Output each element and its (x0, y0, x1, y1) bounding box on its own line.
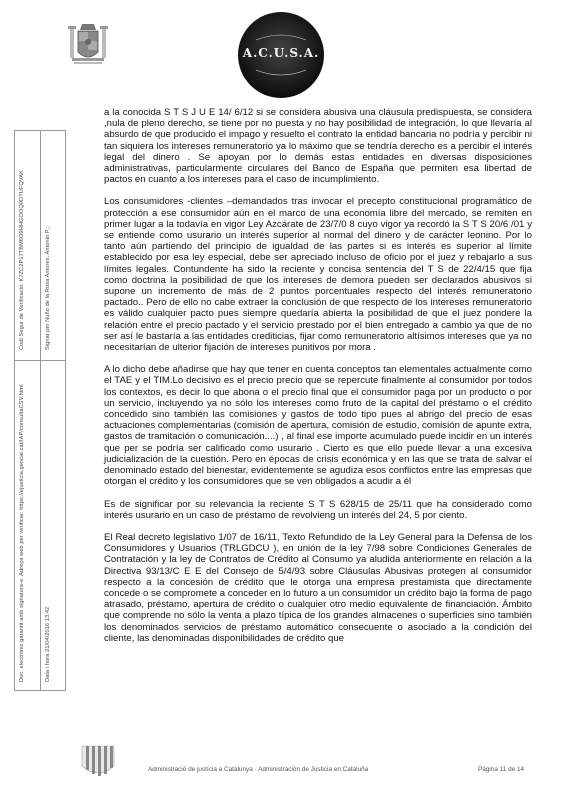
stamp-line-date: Data i hora 21/04/2016 13:42 (45, 606, 51, 682)
stamp-line-code: Codi Segur de Verificació: K7ZC2P17TBM6O9HHGOOQ0DTUFQVAK (19, 170, 25, 350)
paragraph: Los consumidores -clientes –demandados tras invocar el precepto constitucional programático de protección a ese consumidor aún en el marco de una economía libre del mercado, se remiten en primer lugar a la todavía en vigor Ley Azcárate de 23/7/0 8 cuyo vigor ya recordó la S T S 20/6 /01 y se entiende como usurario un interés superior al normal del dinero y de carácter leonino. Por lo tanto aún partiendo del principio de igualdad de las partes si es interés es superior al límite establecido por esa ley especial, debe ser apreciado incluso de oficio por el juez y rebajarlo a sus límites legales. Contundente ha sido la reciente y concisa sentencia del T S de 22/4/15 que fija como doctrina la posibilidad de que los intereses de demora pueden ser declarados abusivos si supone un incremento de más de 2 puntos porcentuales respecto del interés remuneratorio pactado.. Pero de ello no cabe extraer la conclusión de que respecto de los intereses remuneratorio es válido cualquier pacto pues siempre quedaría abierta la posibilidad de que el juez pondere la relación entre el precio pactado y el servicio prestado por el bien entregado a cambio ya que de no ser así le bastaría a las entidades crediticias, fijar como remuneratorio altísimos intereses que ya no necesitarían de ulterior fijación de intereses punitivos por mora . (104, 196, 532, 354)
paragraph: A lo dicho debe añadirse que hay que tener en cuenta conceptos tan elementales actualmente como el TAE y el TIM.Lo decisivo es el precio precio que se repercute finalmente al consumidor por todos los contextos, es decir lo que abona o el precio final que el consumidor paga por un producto o por un servicio, incluyendo ya no sólo los intereses como fruto de la capital del préstamo o el crédito concedido sino también las comisiones y gastos de todo tipo pues al abrigo del precio de esas actuaciones complementarias (comisión de apertura, comisión de estudio, comisión de apunte extra, gastos de tramitación o comunicación....) , al final ese importe acumulado puede incidir en un interés que per se podría ser calificado como usurario . Cierto es que ello puede llevar a una excesiva judicialización de la cuestión. Pero en épocas de crisis económica y en las que se trata de salvar el denominado estado del bienestar, evidentemente se agudiza esos conflictos entre las empresas que otorgan el crédito y los consumidores que se ven obligados a acudir a él (104, 364, 532, 488)
verification-stamp (14, 130, 66, 690)
document-body (104, 107, 532, 655)
paragraph: a la conocida S T S J U E 14/ 6/12 si se considera abusiva una cláusula predispuesta, se considera ,nula de pleno derecho, se tiene por no puesta y no hay posibilidad de integración, lo que llevaría al absurdo de que producido el impago y resuelto el contrato la entidad bancaria no podría y percibir ni tan siquiera los intereses remuneratorio ya lo máximo que se tendría derecho es a percibir el interés legal del dinero . Se apoyan por lo demás estas entidades en diversas disposiciones administrativas, particularmente circulares del Banco de España que permiten esa libertad de pactos en cuanto a los intereses para el caso de incumplimiento. (104, 107, 532, 186)
acusa-logo (236, 10, 326, 100)
paragraph: Es de significar por su relevancia la reciente S T S 628/15 de 25/11 que ha considerado como interés usurario en un caso de préstamo de revolvieng un interés del 24, 5 por ciento. (104, 498, 532, 521)
catalonia-emblem-icon (78, 744, 118, 780)
paragraph: El Real decreto legislativo 1/07 de 16/11, Texto Refundido de la Ley General para la Defensa de los Consumidores y Usuarios (TRLGDCU ), en unión de la ley 7/98 sobre Condiciones Generales de Contratación y la ley de Contratos de Crédito al Consumo ya aludida anteriormente en relación a la Directiva 93/13/C E E del Consejo de 5/4/93 sobre Cláusulas Abusivas protegen al consumidor respecto a la concesión de crédito que le otorga una empresa prestamista que directamente concede o se compromete a conceder en lo futuro a un consumidor un crédito bajo la forma de pago atrasado, préstamo, apertura de crédito o cualquier otro medio equivalente de financiación. Ámbito que comprende no sólo la venta a plazo típica de los grandes almacenes o superficies sino también los denominados servicios de préstamo automático consecuente o asociado a la condición del cliente, las denominadas disponibilidades de crédito que (104, 531, 532, 644)
footer-text: Administració de justícia a Catalunya · Administración de Justicia en Cataluña (148, 766, 369, 773)
stamp-line-verify: Doc. electrònic garantit amb signatura-e. Adreça web per verificar: https://ejusticia.gencat.cat/IAP/consultaCSV.html (19, 384, 25, 682)
coat-of-arms-icon (68, 22, 108, 70)
logo-text: A.C.U.S.A. (242, 46, 320, 60)
stamp-line-signer: Signat per Nuño de la Rosa Amores, Antonio P.; (45, 226, 51, 350)
page-number: Pàgina 11 de 14 (478, 766, 525, 773)
